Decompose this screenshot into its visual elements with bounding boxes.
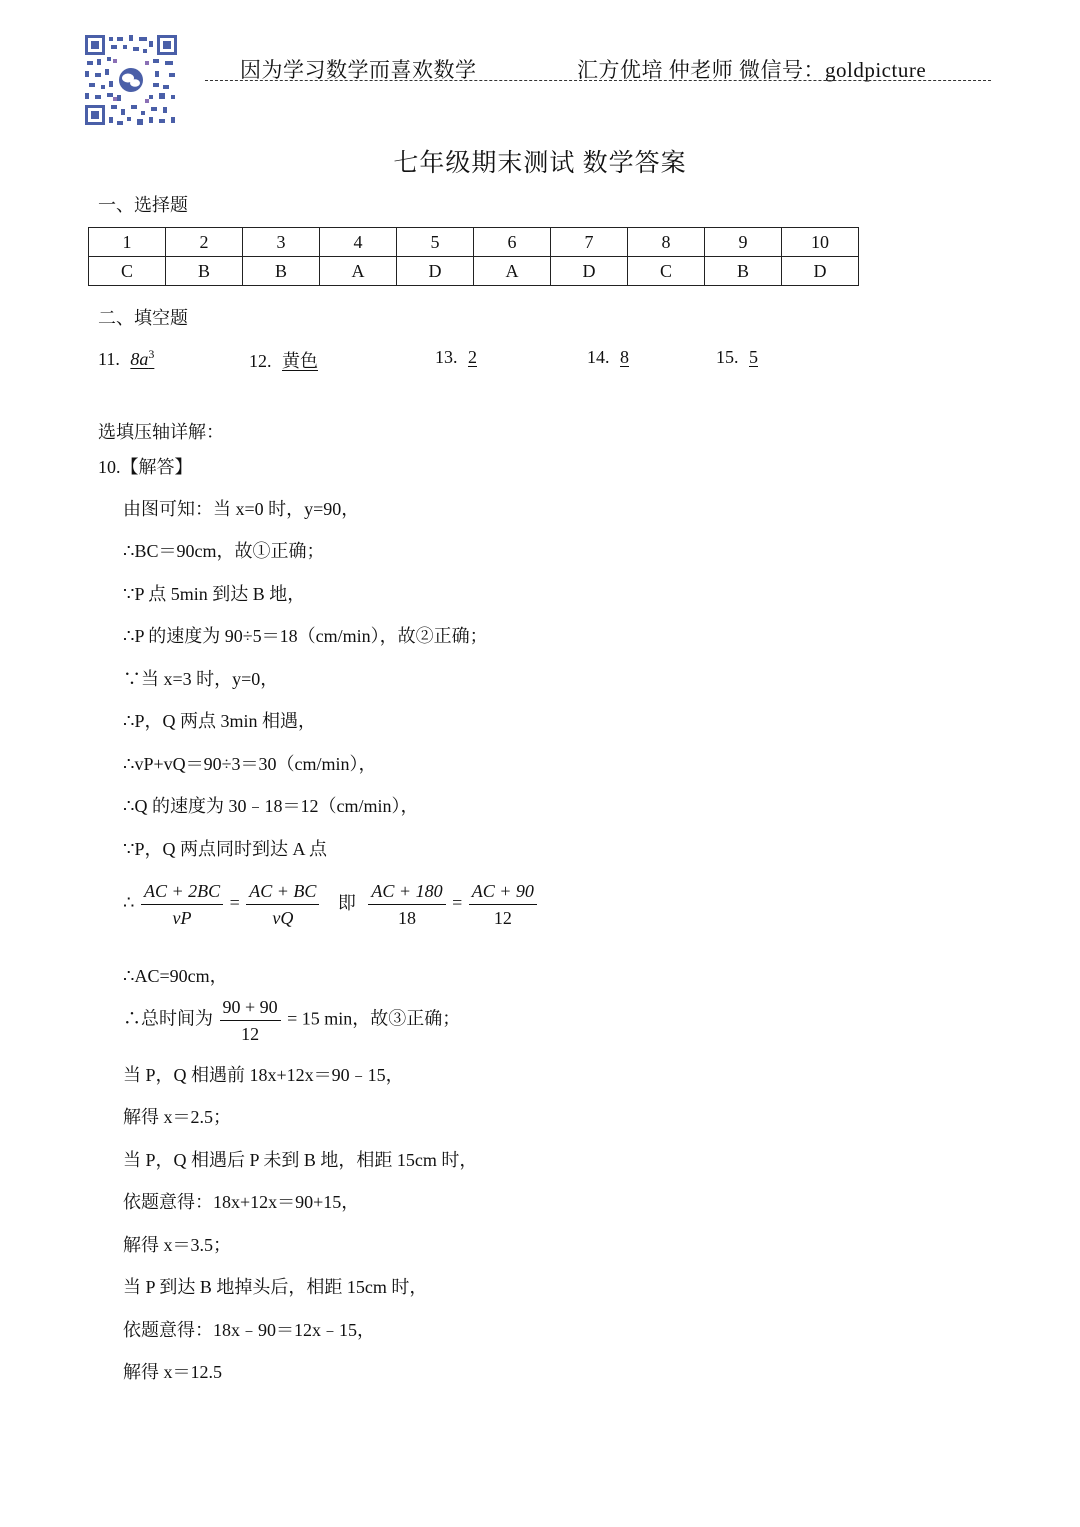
equation-prefix: ∴总时间为: [123, 1008, 213, 1029]
fraction: $\frac{AC + 180}{18}$: [368, 880, 445, 929]
table-cell: B: [705, 257, 782, 286]
fill-item-number: 14.: [587, 347, 610, 367]
fraction: $\frac{AC + BC}{vQ}$: [246, 880, 319, 929]
table-cell: D: [397, 257, 474, 286]
solution-line: ∴P 的速度为 90÷5＝18（cm/min），故②正确；: [123, 626, 488, 646]
section-choice-heading: 一、选择题: [98, 195, 188, 215]
fill-item-11: [98, 347, 160, 370]
explain-heading: 选填压轴详解：: [98, 422, 224, 442]
fill-item-12: [249, 347, 324, 373]
answer-table-row-answers: [89, 257, 859, 286]
header-contact: 汇方优培 仲老师 微信号：goldpicture: [577, 58, 927, 82]
fill-item-number: 13.: [435, 347, 458, 367]
fraction: $\frac{90 + 90}{12}$: [220, 996, 281, 1045]
solution-line: ∵P，Q 两点同时到达 A 点: [123, 839, 327, 859]
table-cell: 10: [782, 228, 859, 257]
solution-line: ∴BC＝90cm，故①正确；: [123, 541, 325, 561]
solution-line: ∴P，Q 两点 3min 相遇，: [123, 711, 316, 731]
fill-item-number: 11.: [98, 349, 120, 369]
fraction: $\frac{AC + 2BC}{vP}$: [141, 880, 223, 929]
table-cell: B: [166, 257, 243, 286]
table-cell: 7: [551, 228, 628, 257]
answer-table: [88, 227, 859, 286]
table-cell: 5: [397, 228, 474, 257]
header-divider: [205, 80, 991, 81]
solution-line: 解得 x＝2.5；: [123, 1107, 231, 1127]
solution-line: 依题意得：18x+12x＝90+15，: [123, 1192, 360, 1212]
solution-line: 解得 x＝3.5；: [123, 1235, 231, 1255]
equation-connector: 即: [337, 892, 356, 913]
table-cell: 8: [628, 228, 705, 257]
fill-item-15: [716, 347, 764, 368]
fill-item-answer: 黄色: [282, 351, 318, 371]
solution-line: ∵P 点 5min 到达 B 地，: [123, 584, 306, 604]
table-cell: A: [474, 257, 551, 286]
solution-line: 解得 x＝12.5: [123, 1362, 222, 1382]
solution-line: 当 P 到达 B 地掉头后，相距 15cm 时，: [123, 1277, 428, 1297]
table-cell: 9: [705, 228, 782, 257]
equation-ratio: ∴ $\frac{AC + 2BC}{vP}$ = $\frac{AC + BC}{vQ}$ 即 $\frac{AC + 180}{18}$ = $\frac{AC + 90}{12}$: [123, 880, 539, 929]
fill-item-answer: 2: [468, 347, 477, 367]
solution-line: 由图可知：当 x=0 时，y=90，: [123, 499, 360, 519]
equation-suffix: = 15 min，故③正确；: [287, 1008, 461, 1029]
fill-item-answer: 8: [620, 347, 629, 367]
solution-line: ∴AC=90cm，: [123, 966, 228, 986]
fill-item-13: [435, 347, 483, 368]
fill-item-number: 12.: [249, 351, 272, 371]
solution-line: 依题意得：18x﹣90＝12x﹣15，: [123, 1320, 375, 1340]
table-cell: A: [320, 257, 397, 286]
table-cell: 3: [243, 228, 320, 257]
header-slogan: 因为学习数学而喜欢数学: [240, 58, 477, 82]
table-cell: B: [243, 257, 320, 286]
solution-line: ∵当 x=3 时，y=0，: [123, 669, 279, 689]
fill-item-answer: 5: [749, 347, 758, 367]
fill-item-answer: $8a^3$: [130, 347, 155, 369]
solution-line: 当 P，Q 相遇后 P 未到 B 地，相距 15cm 时，: [123, 1150, 478, 1170]
answer-table-row-numbers: [89, 228, 859, 257]
section-fill-heading: 二、填空题: [98, 308, 188, 328]
table-cell: C: [89, 257, 166, 286]
q10-heading: 10.【解答】: [98, 457, 193, 477]
fraction: $\frac{AC + 90}{12}$: [469, 880, 537, 929]
table-cell: 1: [89, 228, 166, 257]
qr-code-image: [83, 33, 179, 127]
solution-line: 当 P，Q 相遇前 18x+12x＝90﹣15，: [123, 1065, 404, 1085]
solution-line: ∴Q 的速度为 30﹣18＝12（cm/min），: [123, 796, 419, 816]
table-cell: 6: [474, 228, 551, 257]
equation-prefix: ∴: [123, 892, 135, 913]
table-cell: C: [628, 257, 705, 286]
fill-item-14: [587, 347, 635, 368]
page-title: 七年级期末测试 数学答案: [393, 150, 687, 177]
table-cell: 2: [166, 228, 243, 257]
table-cell: D: [551, 257, 628, 286]
table-cell: D: [782, 257, 859, 286]
equation-total-time: [123, 996, 460, 1045]
fill-item-number: 15.: [716, 347, 739, 367]
solution-line: ∴vP+vQ＝90÷3＝30（cm/min），: [123, 754, 377, 774]
table-cell: 4: [320, 228, 397, 257]
